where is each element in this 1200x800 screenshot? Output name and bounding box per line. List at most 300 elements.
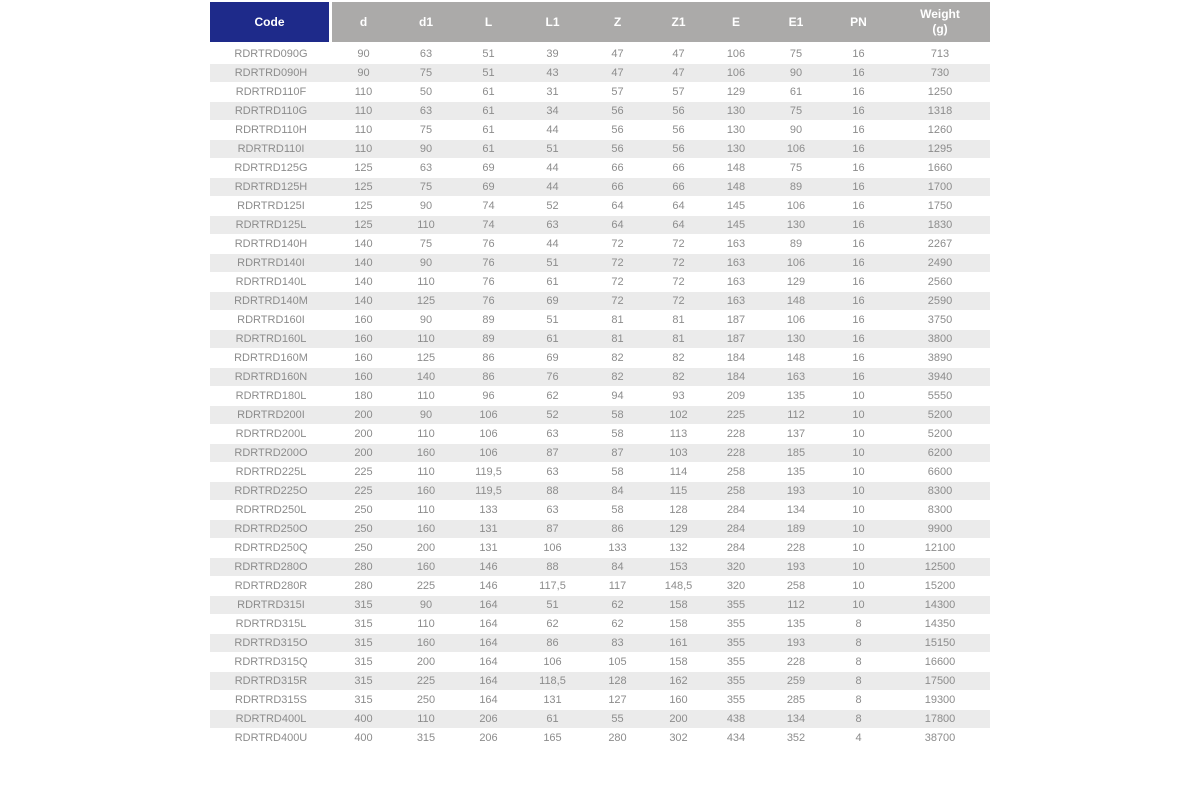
cell-value: 225 (332, 463, 395, 482)
cell-value: 228 (707, 425, 765, 444)
cell-value: 110 (332, 102, 395, 121)
cell-value: 90 (765, 121, 827, 140)
cell-value: 135 (765, 387, 827, 406)
cell-value: 16 (827, 140, 890, 159)
cell-value: 125 (332, 216, 395, 235)
cell-value: 185 (765, 444, 827, 463)
cell-value: 106 (765, 197, 827, 216)
cell-value: 8300 (890, 501, 990, 520)
cell-value: 160 (650, 691, 707, 710)
cell-value: 61 (457, 140, 520, 159)
cell-value: 16 (827, 178, 890, 197)
cell-value: 225 (332, 482, 395, 501)
table-row (210, 159, 990, 178)
cell-value: 119,5 (457, 463, 520, 482)
cell-value: 83 (585, 634, 650, 653)
cell-value: 129 (765, 273, 827, 292)
table-row (210, 368, 990, 387)
cell-value: 75 (395, 121, 457, 140)
cell-value: 88 (520, 558, 585, 577)
cell-value: 63 (520, 216, 585, 235)
cell-value: 200 (395, 653, 457, 672)
cell-value: 93 (650, 387, 707, 406)
cell-value: 146 (457, 577, 520, 596)
table-row (210, 197, 990, 216)
cell-value: 16 (827, 292, 890, 311)
cell-value: 160 (395, 520, 457, 539)
header-cell-L: L (457, 2, 520, 45)
cell-value: 61 (520, 710, 585, 729)
cell-value: 62 (585, 596, 650, 615)
cell-value: 131 (457, 520, 520, 539)
cell-value: 44 (520, 121, 585, 140)
cell-value: 61 (520, 330, 585, 349)
cell-value: 112 (765, 406, 827, 425)
cell-value: 145 (707, 197, 765, 216)
cell-code: RDRTRD090H (210, 64, 332, 83)
cell-value: 105 (585, 653, 650, 672)
table-row (210, 520, 990, 539)
cell-value: 72 (585, 292, 650, 311)
cell-value: 47 (650, 64, 707, 83)
cell-value: 72 (650, 292, 707, 311)
cell-value: 69 (457, 178, 520, 197)
cell-value: 82 (585, 368, 650, 387)
cell-value: 200 (332, 444, 395, 463)
cell-value: 76 (457, 254, 520, 273)
cell-value: 129 (707, 83, 765, 102)
cell-value: 3750 (890, 311, 990, 330)
cell-value: 16 (827, 330, 890, 349)
cell-value: 160 (395, 444, 457, 463)
cell-value: 158 (650, 615, 707, 634)
cell-value: 315 (332, 672, 395, 691)
cell-value: 106 (520, 539, 585, 558)
cell-value: 89 (765, 178, 827, 197)
cell-value: 130 (707, 102, 765, 121)
cell-value: 110 (395, 425, 457, 444)
cell-code: RDRTRD125L (210, 216, 332, 235)
table-row (210, 387, 990, 406)
cell-value: 47 (585, 64, 650, 83)
cell-value: 16 (827, 45, 890, 64)
cell-value: 90 (395, 311, 457, 330)
cell-value: 87 (520, 444, 585, 463)
cell-code: RDRTRD200I (210, 406, 332, 425)
cell-value: 434 (707, 729, 765, 748)
cell-value: 209 (707, 387, 765, 406)
cell-value: 58 (585, 425, 650, 444)
cell-value: 90 (332, 64, 395, 83)
cell-value: 125 (395, 349, 457, 368)
cell-value: 61 (765, 83, 827, 102)
cell-code: RDRTRD280R (210, 577, 332, 596)
cell-code: RDRTRD110I (210, 140, 332, 159)
cell-value: 110 (395, 710, 457, 729)
table-header (210, 2, 990, 45)
cell-value: 62 (520, 387, 585, 406)
cell-code: RDRTRD110F (210, 83, 332, 102)
cell-value: 58 (585, 463, 650, 482)
weight-label-line2: (g) (932, 22, 948, 36)
cell-value: 76 (457, 235, 520, 254)
cell-value: 8 (827, 672, 890, 691)
cell-value: 148 (765, 349, 827, 368)
cell-value: 56 (585, 121, 650, 140)
cell-value: 110 (395, 273, 457, 292)
table-row (210, 235, 990, 254)
cell-value: 130 (765, 216, 827, 235)
cell-value: 133 (585, 539, 650, 558)
cell-value: 10 (827, 387, 890, 406)
cell-value: 96 (457, 387, 520, 406)
cell-value: 76 (457, 273, 520, 292)
cell-value: 284 (707, 501, 765, 520)
cell-value: 117 (585, 577, 650, 596)
cell-value: 47 (650, 45, 707, 64)
cell-value: 51 (457, 45, 520, 64)
cell-value: 64 (650, 197, 707, 216)
cell-value: 1318 (890, 102, 990, 121)
cell-value: 164 (457, 672, 520, 691)
cell-value: 9900 (890, 520, 990, 539)
cell-value: 66 (650, 178, 707, 197)
cell-code: RDRTRD200O (210, 444, 332, 463)
cell-value: 200 (395, 539, 457, 558)
cell-code: RDRTRD140H (210, 235, 332, 254)
cell-value: 158 (650, 653, 707, 672)
cell-value: 135 (765, 615, 827, 634)
cell-value: 131 (457, 539, 520, 558)
cell-value: 113 (650, 425, 707, 444)
cell-value: 72 (585, 273, 650, 292)
cell-value: 89 (765, 235, 827, 254)
cell-value: 10 (827, 501, 890, 520)
header-row (210, 2, 990, 45)
cell-value: 438 (707, 710, 765, 729)
cell-value: 160 (332, 311, 395, 330)
cell-value: 94 (585, 387, 650, 406)
cell-value: 12100 (890, 539, 990, 558)
cell-value: 52 (520, 197, 585, 216)
cell-value: 72 (650, 235, 707, 254)
table-row (210, 102, 990, 121)
cell-value: 1260 (890, 121, 990, 140)
cell-value: 3800 (890, 330, 990, 349)
cell-value: 355 (707, 634, 765, 653)
table-row (210, 577, 990, 596)
cell-value: 10 (827, 577, 890, 596)
cell-value: 164 (457, 615, 520, 634)
cell-value: 135 (765, 463, 827, 482)
cell-value: 61 (457, 102, 520, 121)
cell-value: 160 (395, 634, 457, 653)
cell-code: RDRTRD250O (210, 520, 332, 539)
cell-value: 320 (707, 577, 765, 596)
cell-value: 130 (707, 121, 765, 140)
cell-value: 16 (827, 197, 890, 216)
cell-value: 112 (765, 596, 827, 615)
cell-value: 130 (765, 330, 827, 349)
cell-value: 10 (827, 463, 890, 482)
cell-value: 61 (457, 121, 520, 140)
cell-value: 58 (585, 406, 650, 425)
cell-value: 200 (332, 406, 395, 425)
cell-value: 76 (457, 292, 520, 311)
cell-value: 51 (520, 254, 585, 273)
cell-code: RDRTRD250Q (210, 539, 332, 558)
cell-value: 1295 (890, 140, 990, 159)
cell-value: 75 (395, 178, 457, 197)
cell-value: 31 (520, 83, 585, 102)
cell-value: 315 (332, 634, 395, 653)
cell-value: 280 (585, 729, 650, 748)
cell-value: 90 (395, 254, 457, 273)
cell-value: 16 (827, 273, 890, 292)
cell-value: 228 (707, 444, 765, 463)
cell-value: 355 (707, 615, 765, 634)
table-row (210, 273, 990, 292)
cell-code: RDRTRD140L (210, 273, 332, 292)
cell-value: 84 (585, 482, 650, 501)
cell-value: 52 (520, 406, 585, 425)
cell-value: 187 (707, 330, 765, 349)
cell-value: 164 (457, 653, 520, 672)
cell-value: 117,5 (520, 577, 585, 596)
cell-value: 119,5 (457, 482, 520, 501)
table-row (210, 121, 990, 140)
cell-value: 106 (457, 425, 520, 444)
dimensions-table (210, 2, 990, 748)
cell-value: 115 (650, 482, 707, 501)
cell-value: 103 (650, 444, 707, 463)
cell-value: 14350 (890, 615, 990, 634)
cell-value: 163 (765, 368, 827, 387)
cell-value: 225 (707, 406, 765, 425)
cell-value: 315 (332, 615, 395, 634)
cell-value: 163 (707, 292, 765, 311)
cell-value: 63 (395, 102, 457, 121)
cell-code: RDRTRD400U (210, 729, 332, 748)
cell-value: 400 (332, 710, 395, 729)
cell-value: 44 (520, 159, 585, 178)
cell-value: 10 (827, 482, 890, 501)
cell-value: 44 (520, 178, 585, 197)
cell-value: 137 (765, 425, 827, 444)
cell-value: 228 (765, 539, 827, 558)
cell-value: 39 (520, 45, 585, 64)
cell-value: 72 (650, 273, 707, 292)
cell-value: 250 (332, 520, 395, 539)
cell-value: 140 (332, 235, 395, 254)
cell-value: 10 (827, 406, 890, 425)
header-cell-d1: d1 (395, 2, 457, 45)
cell-value: 163 (707, 235, 765, 254)
cell-value: 128 (585, 672, 650, 691)
cell-value: 163 (707, 254, 765, 273)
cell-value: 16 (827, 121, 890, 140)
cell-value: 160 (395, 482, 457, 501)
cell-value: 64 (650, 216, 707, 235)
cell-value: 90 (332, 45, 395, 64)
cell-value: 250 (332, 501, 395, 520)
cell-value: 140 (332, 254, 395, 273)
table-row (210, 178, 990, 197)
cell-value: 315 (332, 691, 395, 710)
cell-value: 160 (332, 330, 395, 349)
cell-value: 81 (585, 330, 650, 349)
cell-value: 106 (457, 444, 520, 463)
cell-value: 1660 (890, 159, 990, 178)
cell-value: 1830 (890, 216, 990, 235)
cell-value: 10 (827, 596, 890, 615)
table-row (210, 482, 990, 501)
cell-code: RDRTRD090G (210, 45, 332, 64)
cell-value: 125 (332, 159, 395, 178)
cell-value: 125 (395, 292, 457, 311)
cell-value: 259 (765, 672, 827, 691)
cell-value: 280 (332, 577, 395, 596)
cell-value: 128 (650, 501, 707, 520)
cell-value: 16 (827, 235, 890, 254)
cell-value: 81 (650, 330, 707, 349)
cell-value: 140 (332, 273, 395, 292)
cell-code: RDRTRD180L (210, 387, 332, 406)
cell-value: 6600 (890, 463, 990, 482)
cell-code: RDRTRD125G (210, 159, 332, 178)
cell-value: 164 (457, 596, 520, 615)
table-row (210, 691, 990, 710)
cell-value: 5550 (890, 387, 990, 406)
table-row (210, 406, 990, 425)
cell-value: 102 (650, 406, 707, 425)
cell-value: 3890 (890, 349, 990, 368)
cell-value: 158 (650, 596, 707, 615)
cell-value: 315 (332, 653, 395, 672)
cell-value: 193 (765, 482, 827, 501)
cell-value: 16 (827, 83, 890, 102)
cell-value: 58 (585, 501, 650, 520)
cell-value: 110 (395, 387, 457, 406)
cell-value: 110 (332, 121, 395, 140)
table-row (210, 330, 990, 349)
cell-value: 38700 (890, 729, 990, 748)
table-row (210, 254, 990, 273)
cell-value: 206 (457, 729, 520, 748)
cell-value: 106 (707, 45, 765, 64)
cell-value: 16 (827, 311, 890, 330)
cell-value: 15200 (890, 577, 990, 596)
cell-value: 87 (585, 444, 650, 463)
table-row (210, 64, 990, 83)
cell-value: 64 (585, 197, 650, 216)
cell-value: 2560 (890, 273, 990, 292)
cell-value: 75 (395, 235, 457, 254)
cell-value: 193 (765, 634, 827, 653)
cell-code: RDRTRD140I (210, 254, 332, 273)
cell-value: 315 (332, 596, 395, 615)
cell-value: 225 (395, 577, 457, 596)
cell-value: 145 (707, 216, 765, 235)
cell-value: 184 (707, 368, 765, 387)
cell-value: 66 (650, 159, 707, 178)
cell-value: 90 (395, 140, 457, 159)
cell-value: 284 (707, 539, 765, 558)
cell-value: 106 (707, 64, 765, 83)
cell-value: 189 (765, 520, 827, 539)
cell-value: 69 (520, 292, 585, 311)
table-row (210, 444, 990, 463)
cell-value: 162 (650, 672, 707, 691)
cell-code: RDRTRD160M (210, 349, 332, 368)
cell-value: 320 (707, 558, 765, 577)
cell-value: 161 (650, 634, 707, 653)
cell-value: 51 (457, 64, 520, 83)
table-row (210, 292, 990, 311)
cell-value: 127 (585, 691, 650, 710)
cell-value: 302 (650, 729, 707, 748)
cell-value: 110 (332, 83, 395, 102)
cell-value: 17800 (890, 710, 990, 729)
cell-value: 75 (765, 159, 827, 178)
table-row (210, 349, 990, 368)
cell-value: 110 (332, 140, 395, 159)
cell-value: 315 (395, 729, 457, 748)
cell-value: 47 (585, 45, 650, 64)
cell-code: RDRTRD315R (210, 672, 332, 691)
table-row (210, 634, 990, 653)
cell-value: 118,5 (520, 672, 585, 691)
table-body (210, 45, 990, 748)
cell-code: RDRTRD315O (210, 634, 332, 653)
cell-value: 75 (395, 64, 457, 83)
cell-value: 74 (457, 197, 520, 216)
cell-value: 75 (765, 102, 827, 121)
cell-code: RDRTRD125H (210, 178, 332, 197)
table-row (210, 653, 990, 672)
cell-value: 110 (395, 615, 457, 634)
cell-value: 63 (520, 425, 585, 444)
cell-value: 163 (707, 273, 765, 292)
cell-code: RDRTRD315I (210, 596, 332, 615)
cell-value: 69 (520, 349, 585, 368)
cell-value: 66 (585, 178, 650, 197)
cell-value: 250 (332, 539, 395, 558)
cell-value: 82 (650, 349, 707, 368)
cell-value: 86 (457, 368, 520, 387)
cell-value: 160 (332, 349, 395, 368)
cell-value: 69 (457, 159, 520, 178)
cell-value: 8300 (890, 482, 990, 501)
spec-table-container (210, 2, 990, 748)
cell-value: 2267 (890, 235, 990, 254)
cell-value: 90 (395, 197, 457, 216)
cell-value: 106 (765, 254, 827, 273)
cell-value: 352 (765, 729, 827, 748)
header-cell-Z: Z (585, 2, 650, 45)
cell-value: 160 (332, 368, 395, 387)
cell-value: 258 (707, 463, 765, 482)
cell-value: 3940 (890, 368, 990, 387)
cell-value: 110 (395, 501, 457, 520)
cell-value: 134 (765, 501, 827, 520)
cell-value: 89 (457, 311, 520, 330)
table-row (210, 672, 990, 691)
cell-value: 148 (707, 178, 765, 197)
cell-code: RDRTRD200L (210, 425, 332, 444)
cell-value: 8 (827, 634, 890, 653)
cell-value: 75 (765, 45, 827, 64)
